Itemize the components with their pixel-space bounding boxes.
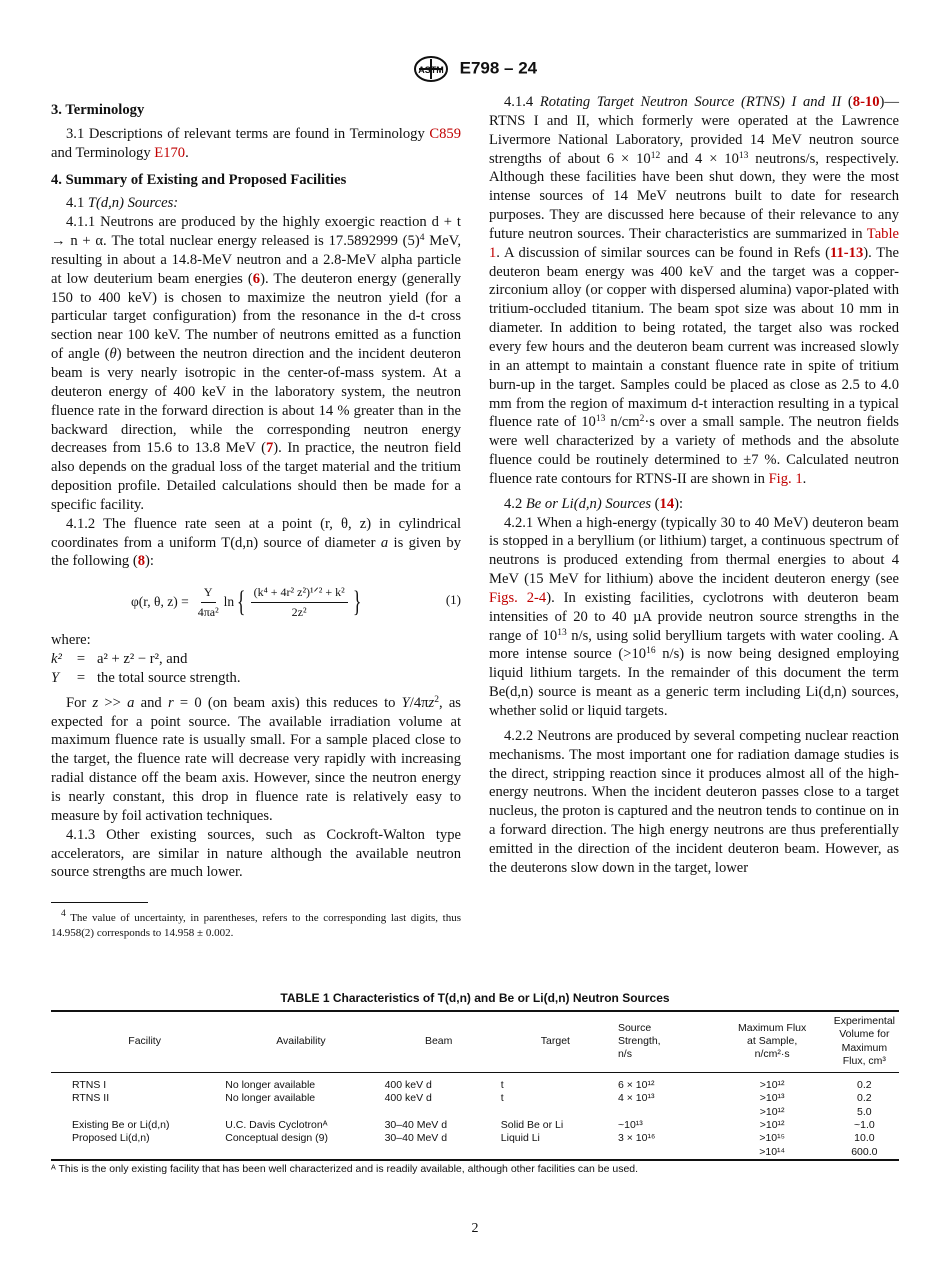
table-cell: 3 × 10¹⁶ [617, 1132, 656, 1145]
table-cell [221, 1106, 380, 1119]
italic-text: Rotating Target Neutron Source (RTNS) I and II [539, 94, 842, 110]
column-header-line: Flux, cm³ [842, 1054, 886, 1067]
superscript: 2 [434, 694, 439, 705]
text-run: ): [674, 495, 684, 512]
table-row [51, 1132, 899, 1145]
paragraph [489, 727, 899, 878]
cross-reference-link[interactable]: Fig. 1 [768, 470, 803, 487]
italic-text: θ [109, 346, 117, 363]
equation-frac1-den: 4πa² [197, 605, 219, 620]
text-run: and 4 × 10 [660, 150, 739, 167]
table-cell: >10¹⁴ [759, 1145, 786, 1158]
table-cell: 0.2 [857, 1079, 872, 1092]
italic-text: z [428, 694, 435, 711]
definition-equals: = [76, 651, 86, 668]
table-cell: RTNS II [72, 1092, 110, 1105]
column-header [51, 1011, 221, 1073]
text-run: For [66, 694, 93, 711]
table-cell: Conceptual design (9) [225, 1132, 328, 1145]
reference-link[interactable]: 8-10 [852, 94, 880, 110]
equation-1: φ(r, θ, z) = $\frac{Y}{\text{4πa²}}$ ln { $\frac{\text{(k⁴ + 4r² z²)¹ᐟ² + k²}}{\text{2z²}}$ } (1) [51, 577, 461, 627]
text-run: ): [145, 553, 154, 570]
right-column [489, 93, 899, 878]
table-cell [381, 1146, 497, 1160]
table-cell [614, 1106, 715, 1119]
table-cell: 30–40 MeV d [384, 1132, 448, 1145]
text-run: )—RTNS I and II, which formerly were operated at the Lawrence Livermore National Laboratory, provided 14 MeV neutron source strengths of about 6 × 10 [489, 94, 899, 167]
astm-logo-icon [413, 56, 449, 82]
text-run: n/s) is now being designed employing liquid lithium targets. In the remainder of this document the term Be(d,n) source is meant as a generic term including Li(d,n) sources, whether solid or liquid targets. [489, 646, 899, 719]
column-header-line: n/cm²·s [754, 1048, 790, 1061]
superscript: 13 [738, 150, 749, 161]
text-run: 4. Summary of Existing and Proposed Facilities [51, 171, 347, 188]
column-header [614, 1011, 715, 1073]
table-cell: Proposed Li(d,n) [72, 1132, 150, 1145]
text-run: 3.1 Descriptions of relevant terms are found in Terminology [66, 125, 430, 142]
paragraph [51, 194, 461, 213]
text-run: and [134, 694, 168, 711]
table-cell: 400 keV d [384, 1092, 432, 1105]
text-run: 4.1.3 Other existing sources, such as Cockroft-Walton type accelerators, are similar in nature although the available neutron source strengths are much lower. [51, 826, 461, 881]
paragraph [51, 125, 461, 163]
where-label: where: [51, 632, 91, 649]
italic-text: r [167, 694, 174, 711]
cross-reference-link[interactable]: E170 [154, 144, 186, 161]
column-header-line: n/s [617, 1048, 632, 1061]
text-run: 4.2 [504, 495, 526, 512]
table-cell: No longer available [225, 1092, 316, 1105]
table-cell: 6 × 10¹² [617, 1079, 655, 1092]
text-run: >> [98, 694, 128, 711]
column-header-line: Availability [276, 1034, 326, 1047]
text-run: ( [841, 94, 853, 110]
definition-symbol: k² [51, 651, 62, 668]
paragraph [51, 694, 461, 826]
text-run: MeV, resulting in about a 14.8-MeV neutron and a 2.8-MeV alpha particle at low deuterium beam energies ( [51, 233, 461, 287]
column-header-line: Facility [128, 1034, 161, 1047]
text-run: ) between the neutron direction and the incident deuteron beam is very nearly isotropic in the center-of-mass system. At a deuteron energy of 400 keV in the laboratory system, the neutron fluence rate in the forward direction is about 14 % greater than in the backward direction, while the corresponding neutron energy decreases from 15.6 to 13.8 MeV ( [51, 346, 461, 457]
table-cell: >10¹³ [759, 1092, 785, 1105]
table-1 [51, 1010, 899, 1161]
table-row [51, 1146, 899, 1160]
table-cell: RTNS I [72, 1079, 107, 1092]
table-cell: Solid Be or Li [500, 1119, 564, 1132]
left-column [51, 93, 461, 940]
table-cell: >10¹² [759, 1119, 785, 1132]
column-header-line: Maximum [841, 1041, 888, 1054]
superscript: 16 [646, 646, 656, 657]
table-cell [497, 1106, 614, 1119]
text-run: . [185, 144, 189, 161]
text-run: = 0 (on beam axis) this reduces to [173, 694, 402, 711]
italic-text: z [92, 694, 99, 711]
text-run: /4π [409, 694, 429, 711]
column-header-line: Target [540, 1034, 570, 1047]
table-cell: 10.0 [854, 1132, 875, 1145]
column-header-line: Source [617, 1021, 652, 1034]
paragraph [51, 826, 461, 883]
paragraph [489, 495, 899, 514]
table-cell [51, 1146, 221, 1160]
superscript: 12 [650, 150, 661, 161]
reference-link[interactable]: 8 [137, 553, 146, 570]
paragraph [51, 515, 461, 572]
text-run: 4.1.2 The fluence rate seen at a point (r, θ, z) in cylindrical coordinates from a uniform T(d,n) source of diameter [51, 515, 461, 551]
text-run: 4.1 [66, 195, 88, 212]
text-run: The value of uncertainty, in parentheses, refers to the corresponding last digits, thus 14.958(2) corresponds to 14.958 ± 0.002. [51, 912, 461, 939]
text-run: 4.1.1 Neutrons are produced by the highly exoergic reaction d + t → n + α. The total nuclear energy released is 17.5892999 (5) [51, 214, 461, 250]
text-run: ). In existing facilities, cyclotrons with deuteron beam intensities of 20 to 40 µA provide neutron source strengths in the range of 10 [489, 589, 899, 644]
text-run: 4.2.1 When a high-energy (typically 30 to 40 MeV) deuteron beam is stopped in a beryllium (or lithium) target, a continuous spectrum of neutrons is produced extending from thermal energies to about 4 MeV (15 MeV for lithium) above the incident deuteron energy (see [489, 514, 899, 588]
table-cell: ~10¹³ [617, 1119, 643, 1132]
paragraph [51, 213, 461, 515]
column-header-line: Experimental [833, 1015, 895, 1027]
table-row [51, 1106, 899, 1119]
column-header [497, 1011, 614, 1073]
column-header [221, 1011, 380, 1073]
text-run: 3. Terminology [51, 102, 145, 118]
table-row [51, 1092, 899, 1105]
reference-link[interactable]: 6 [252, 270, 261, 287]
paragraph [489, 514, 899, 721]
table-cell: 4 × 10¹³ [617, 1092, 655, 1105]
column-header-line: Beam [424, 1034, 453, 1047]
table-cell: t [500, 1079, 504, 1092]
page-header [0, 56, 950, 82]
table-cell: Existing Be or Li(d,n) [72, 1119, 170, 1132]
column-header [381, 1011, 497, 1073]
table-cell: ~1.0 [853, 1119, 875, 1132]
table-row [51, 1073, 899, 1093]
column-header-line: at Sample, [747, 1034, 798, 1047]
table-cell: 400 keV d [384, 1079, 432, 1092]
column-header-line: Maximum Flux [738, 1021, 807, 1034]
table-cell [497, 1146, 614, 1160]
reference-link[interactable]: 14 [659, 495, 675, 512]
text-run: . [802, 470, 807, 487]
text-run: n/cm [605, 414, 640, 431]
text-run: ). In practice, the neutron field also depends on the gradual loss of the target material and the tritium deposition profile. Detailed calculations should then be made for a specific facility. [51, 440, 461, 513]
column-header-line: Strength, [617, 1034, 661, 1047]
text-run: is given by the following ( [51, 534, 461, 570]
table-cell [614, 1146, 715, 1160]
table-cell: 0.2 [857, 1092, 872, 1105]
italic-text: Be or Li(d,n) Sources [525, 495, 651, 512]
text-run: 4.1.4 [504, 94, 540, 110]
cross-reference-link[interactable]: C859 [429, 125, 461, 142]
equation-frac2-den: 2z² [291, 605, 307, 620]
definition-row [51, 650, 461, 669]
superscript: 4 [61, 909, 66, 920]
table-row [51, 1119, 899, 1132]
table-cell: >10¹² [759, 1079, 785, 1092]
table-cell [381, 1106, 497, 1119]
table-cell [51, 1106, 221, 1119]
text-run: ). The deuteron beam energy was 400 keV and the target was a copper-zirconium alloy (or copper with dispersed alumina) vapor-plated with tritium-occluded titanium. The beam spot size was about 10 mm in diameter. In addition to being rotated, the target also was rocked every few hours and the deuteron beam current was increased slowly in an attempt to maintain a constant fluence rate in spite of tritium burn-up in the target. Samples could be placed as close as 2.5 to 4.0 mm from the region of maximum d-t interaction resulting in a typical fluence rate of 10 [489, 244, 899, 431]
text-run: neutrons/s, respectively. Although these facilities have been shut down, they were the most intense sources of 14 MeV neutrons built to date for research purposes. They are discussed here because of their relevance to any future neutron sources. Their characteristics are summarized in [489, 150, 899, 242]
footnote-4 [51, 911, 461, 940]
document-designation: E798 – 24 [459, 58, 538, 78]
table-cell: 600.0 [851, 1145, 878, 1158]
table-footnote: ᴬ This is the only existing facility that has been well characterized and is readily available, although other facilities can be used. [51, 1163, 639, 1175]
italic-text: Y [401, 694, 410, 711]
superscript: 4 [419, 233, 425, 244]
equation-lhs: φ(r, θ, z) = [131, 594, 189, 610]
table-cell: Liquid Li [500, 1132, 540, 1145]
equation-number: (1) [445, 592, 461, 608]
table-cell: >10¹⁵ [759, 1132, 785, 1145]
superscript: 13 [557, 627, 567, 638]
where-definitions [51, 631, 461, 688]
reference-link[interactable]: 7 [265, 440, 274, 457]
italic-text: T(d,n) Sources: [87, 195, 179, 212]
text-run: , as expected for a point source. The available irradiation volume at maximum fluence rate is usually small. For a sample placed close to the target, the fluence rate will decrease very rapidly with increasing radial distance off the beam axis. However, since the neutron energy is nearly constant, this drop in fluence rate is relatively easy to measure by foil activation techniques. [51, 694, 461, 824]
table-cell [221, 1146, 380, 1160]
table-cell: U.C. Davis Cyclotronᴬ [225, 1119, 328, 1132]
text-run: ·s over a small sample. The neutron fields were well characterized by a variety of methods and the absolute fluence could be routinely determined to ±7 %. Calculated neutron fluence rate contours for RTNS-II are shown in [489, 414, 899, 487]
equation-ln: ln [223, 594, 235, 610]
cross-reference-link[interactable]: Figs. 2-4 [489, 589, 547, 606]
equation-frac2-num: (k⁴ + 4r² z²)¹ᐟ² + k² [251, 583, 348, 603]
text-run: ( [651, 495, 660, 512]
definition-equals: = [76, 669, 86, 686]
text-run: n/s, using solid beryllium targets with water cooling. A more intense source (>10 [489, 627, 899, 663]
page-number: 2 [471, 1221, 479, 1236]
superscript: 2 [639, 414, 645, 425]
table-cell: 5.0 [857, 1105, 872, 1118]
definition-text: a² + z² − r², and [97, 651, 188, 668]
table-cell: No longer available [225, 1079, 316, 1092]
definition-row [51, 669, 461, 688]
column-header [830, 1011, 899, 1073]
footnote-rule [51, 902, 148, 903]
text-run: . A discussion of similar sources can be found in Refs ( [496, 244, 830, 261]
cross-reference-link[interactable]: Table 1 [489, 225, 899, 261]
text-run: 4.2.2 Neutrons are produced by several competing nuclear reaction mechanisms. The most important one for radiation damage studies is the direct, stripping reaction since it produces almost all of the high-energy neutrons. When the incident deuteron passes close to a target nucleus, the proton is captured and the neutron tends to continue on in a forward direction. The high energy neutrons are thus preferentially emitted in the direction of the incident deuteron beam. However, as the deuterons slow down in the target, lower [489, 727, 899, 876]
text-run: and Terminology [51, 144, 155, 161]
reference-link[interactable]: 11-13 [830, 244, 864, 261]
italic-text: a [127, 694, 135, 711]
italic-text: a [380, 534, 389, 551]
table-header-row [51, 1011, 899, 1073]
equation-frac1-num: Y [201, 583, 216, 603]
column-header-line: Volume for [839, 1028, 890, 1041]
svg-text:ASTM: ASTM [418, 65, 444, 75]
column-header [715, 1011, 830, 1073]
text-run: ). The deuteron energy (generally 150 to 400 keV) is chosen to maximize the neutron yield (for a particular target configuration) from the resonance in the d-t cross section near 100 keV. The number of neutrons emitted as a function of angle ( [51, 270, 461, 363]
definition-text: the total source strength. [97, 669, 241, 686]
definition-symbol: Y [51, 669, 60, 686]
table-cell: 30–40 MeV d [384, 1119, 448, 1132]
section-heading [51, 101, 461, 120]
paragraph [489, 93, 899, 489]
table-cell: >10¹² [759, 1105, 785, 1118]
table-cell: t [500, 1092, 504, 1105]
table-caption: TABLE 1 Characteristics of T(d,n) and Be or Li(d,n) Neutron Sources [280, 991, 670, 1005]
superscript: 13 [595, 414, 606, 425]
section-heading [51, 171, 461, 190]
